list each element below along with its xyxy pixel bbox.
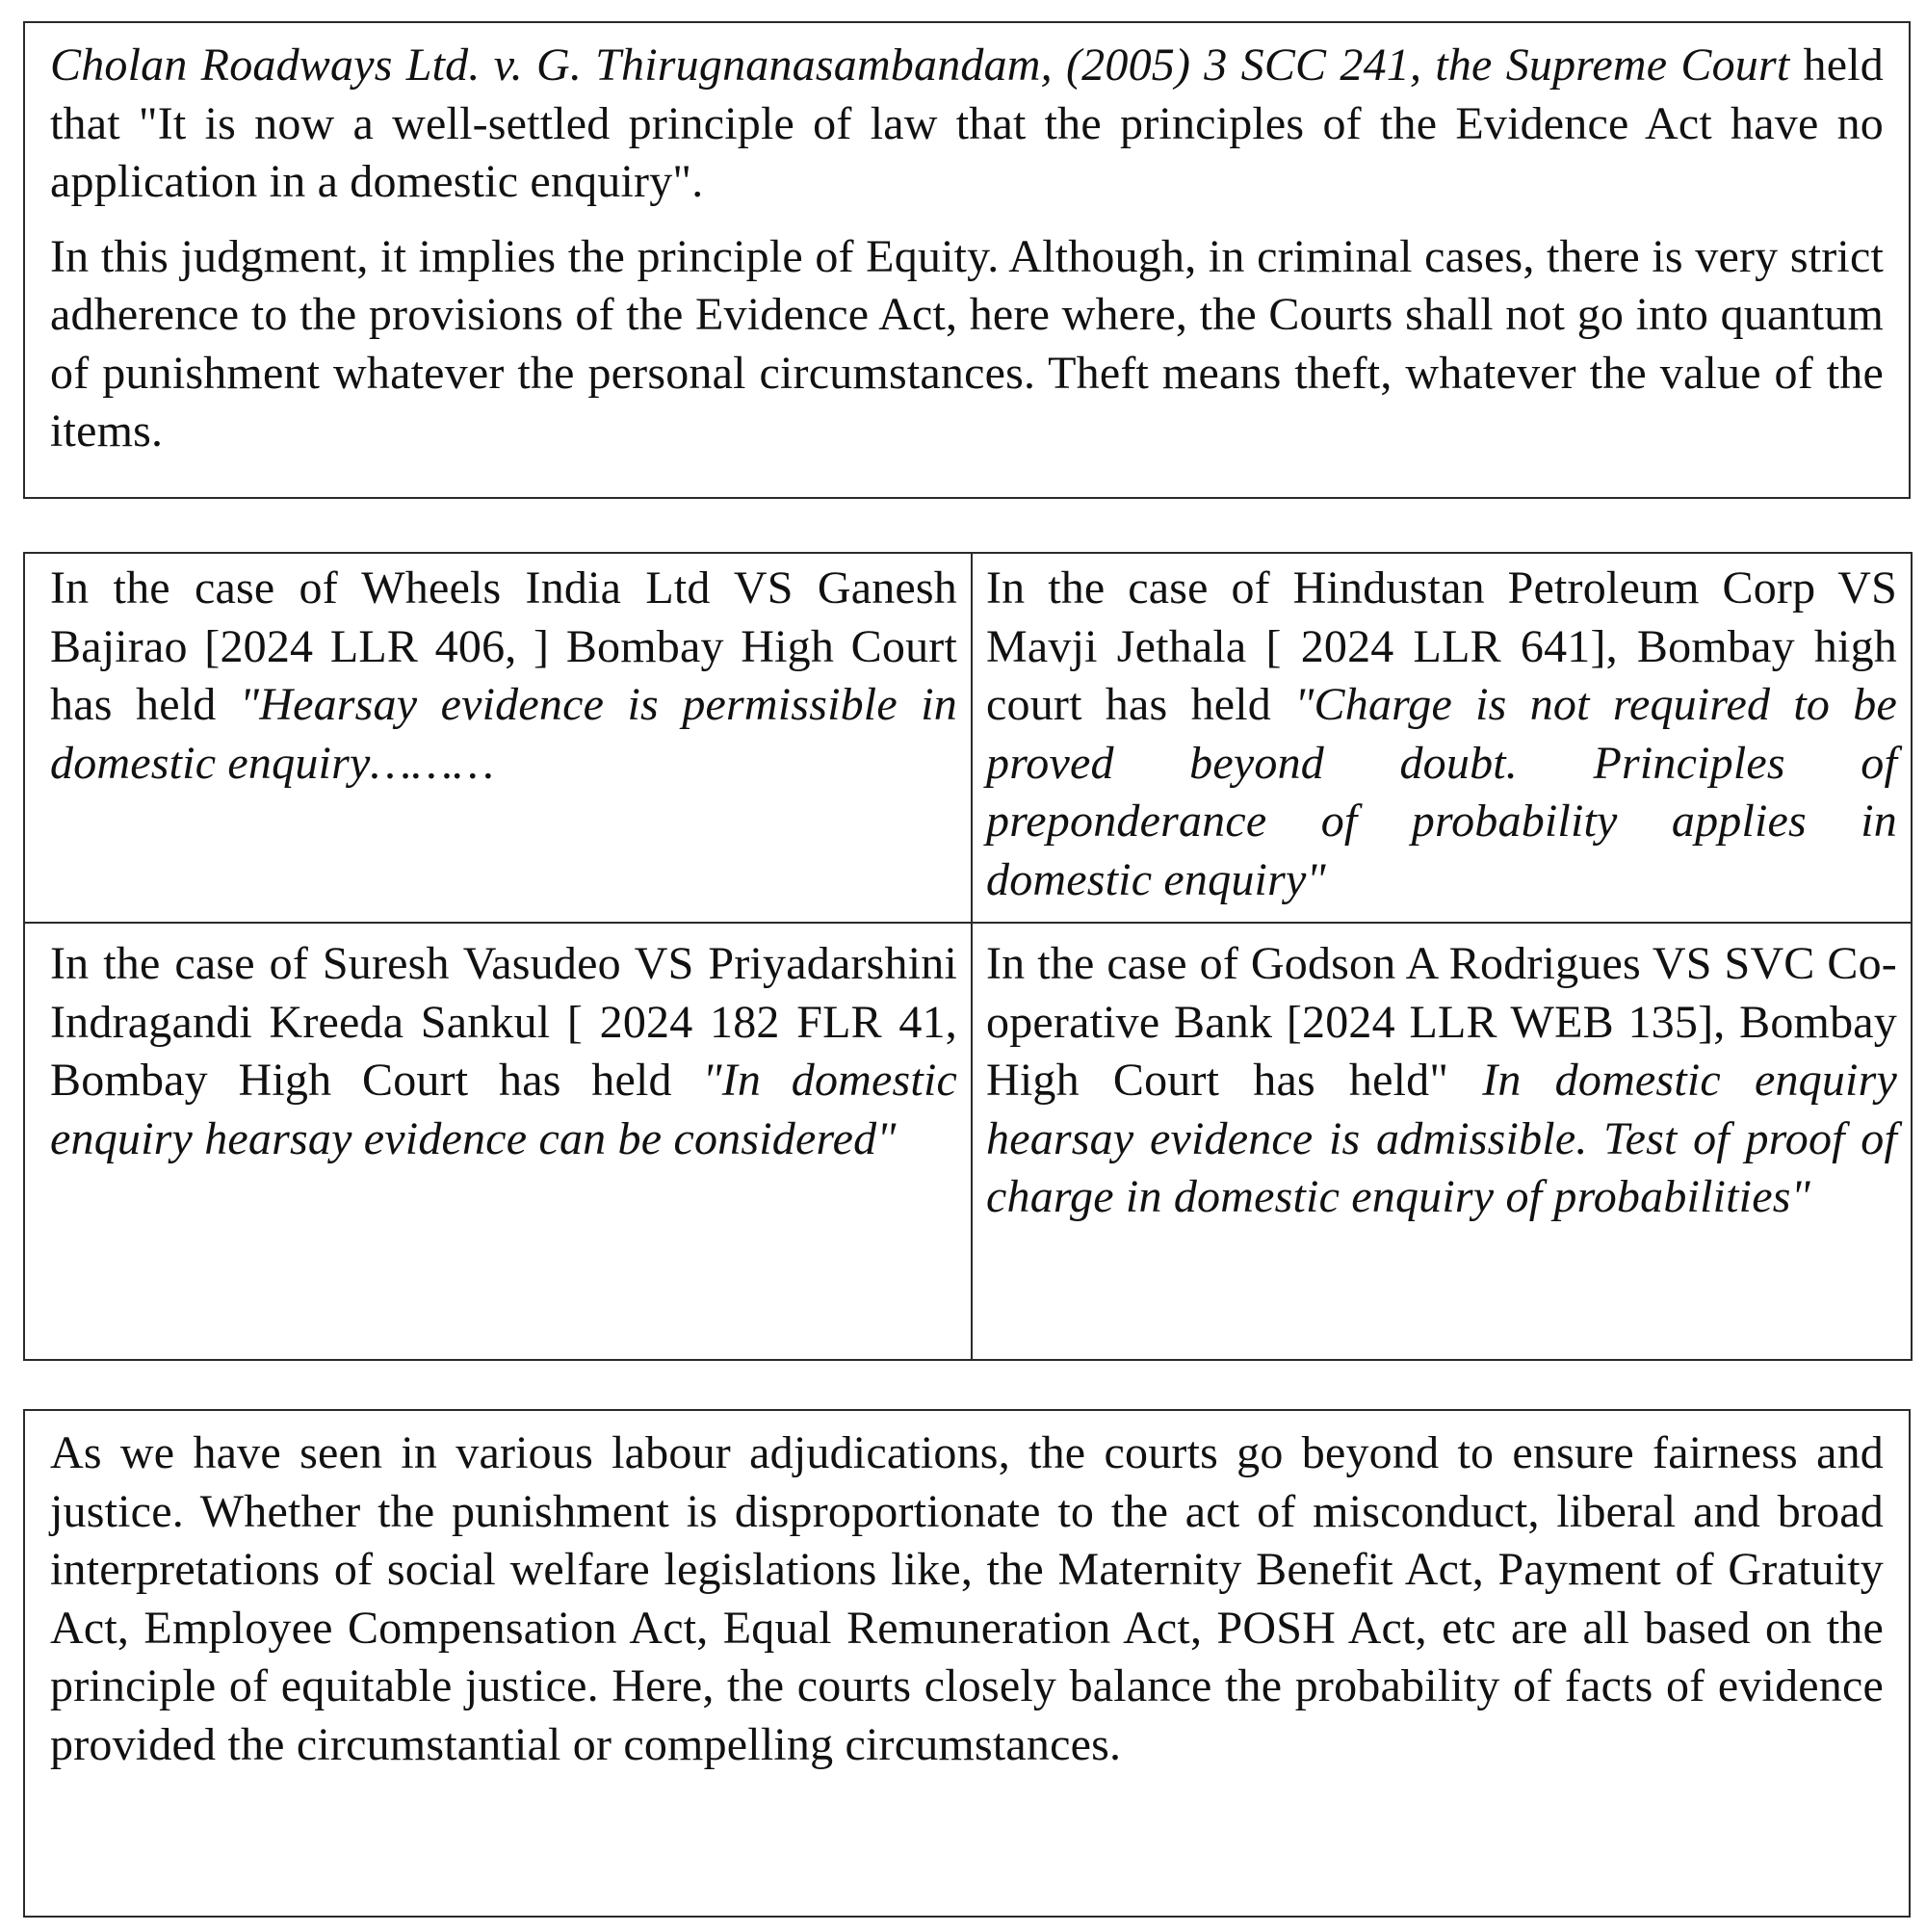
table-row — [24, 553, 1912, 923]
case-lead-text: In the case of Wheels India Ltd VS Ganesh Bajirao [2024 LLR 406, ] Bombay High Court has held — [50, 562, 957, 730]
case-paragraph — [986, 935, 1897, 1227]
case-quote: "Charge is not required to be proved beyond doubt. Principles of preponderance of probability applies in domestic enquiry" — [986, 679, 1897, 905]
case-table — [23, 552, 1913, 1361]
case-paragraph — [50, 560, 957, 793]
case-paragraph — [50, 935, 957, 1168]
intro-box — [23, 21, 1911, 499]
case-cell-hindustan-petroleum — [972, 553, 1912, 923]
equity-paragraph: In this judgment, it implies the principle of Equity. Although, in criminal cases, there is very strict adherence to the provisions of the Evidence Act, here where, the Courts shall not go into quantum of punishment whatever the personal circumstances. Theft means theft, whatever the value of the items. — [50, 230, 1884, 457]
case-citation: Cholan Roadways Ltd. v. G. Thirugnanasambandam, (2005) 3 SCC 241, the Supreme Court — [50, 39, 1790, 91]
case-lead-text: In the case of Suresh Vasudeo VS Priyadarshini Indragandi Kreeda Sankul [ 2024 182 FLR 41, Bombay High Court has held — [50, 938, 957, 1106]
case-cell-godson-rodrigues — [972, 923, 1912, 1360]
case-quote: "In domestic enquiry hearsay evidence can be considered" — [50, 1055, 957, 1164]
case-cell-wheels-india — [24, 553, 972, 923]
case-paragraph — [986, 560, 1897, 909]
holding-text: held that "It is now a well-settled principle of law that the principles of the Evidence Act have no application in a domestic enquiry". — [50, 39, 1884, 207]
case-cell-suresh-vasudeo — [24, 923, 972, 1360]
cholan-holding-paragraph — [50, 37, 1884, 212]
case-lead-text: In the case of Godson A Rodrigues VS SVC Co-operative Bank [2024 LLR WEB 135], Bombay High Court has held" — [986, 938, 1897, 1106]
case-quote: "Hearsay evidence is permissible in domestic enquiry……… — [50, 679, 957, 789]
case-lead-text: In the case of Hindustan Petroleum Corp VS Mavji Jethala [ 2024 LLR 641], Bombay high court has held — [986, 562, 1897, 730]
table-row — [24, 923, 1912, 1360]
case-quote: In domestic enquiry hearsay evidence is admissible. Test of proof of charge in domestic enquiry of probabilities" — [986, 1055, 1897, 1222]
conclusion-paragraph: As we have seen in various labour adjudications, the courts go beyond to ensure fairness and justice. Whether the punishment is disproportionate to the act of misconduct, liberal and broad interpretations of social welfare legislations like, the Maternity Benefit Act, Payment of Gratuity Act, Employee Compensation Act, Equal Remuneration Act, POSH Act, etc are all based on the principle of equitable justice. Here, the courts closely balance the probability of facts of evidence provided the circumstantial or compelling circumstances. — [50, 1427, 1884, 1770]
conclusion-box — [23, 1409, 1911, 1918]
